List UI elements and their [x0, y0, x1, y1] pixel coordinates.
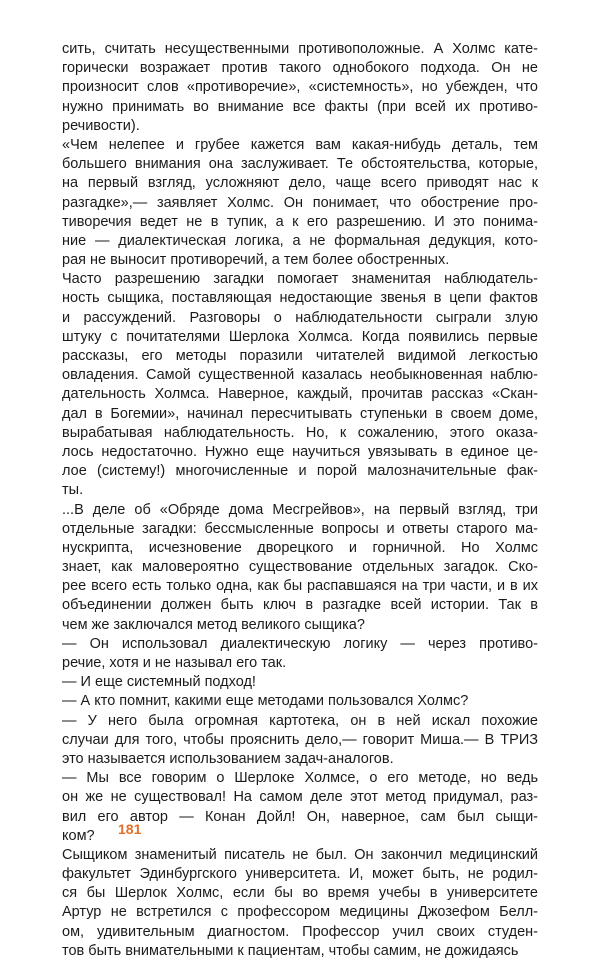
- paragraph-p10: [62, 846, 538, 961]
- text-line: речие, хотя и не называл его так.: [62, 655, 287, 671]
- text-line: чем же заключался метод великого сыщика?: [62, 616, 365, 633]
- paragraph-p5: [62, 635, 538, 673]
- text-line: сить, считать несущественными противоположные. А Холмс кате-: [62, 41, 538, 57]
- text-line: штуку с почитателями Шерлока Холмса. Когда появились первые: [62, 328, 538, 345]
- text-line: — Он использовал диалектическую логику — через противо-: [62, 635, 538, 652]
- text-line: нускрипта, исчезновение дворецкого и горничной. Но Холмс: [62, 539, 538, 556]
- text-line: ...В деле об «Обряде дома Месгрейвов», на первый взгляд, три: [62, 501, 538, 518]
- paragraph-p3: [62, 270, 538, 500]
- text-line: вырабатывая наблюдательность. Но, к сожалению, этого оказа-: [62, 424, 538, 441]
- text-line: лось недостаточно. Нужно еще научиться увязывать в единое це-: [62, 443, 538, 460]
- paragraph-p2: [62, 136, 538, 270]
- text-line: тов быть внимательными к пациентам, чтобы самим, не дожидаясь: [62, 942, 519, 959]
- text-line: «Чем нелепее и грубее кажется вам какая-нибудь деталь, тем: [62, 136, 538, 153]
- text-line: овладения. Самой существенной казалась необыкновенная наблю-: [62, 367, 538, 384]
- text-line: ом, удивительным диагностом. Профессор учил своих студен-: [62, 923, 538, 940]
- text-line: Сыщиком знаменитый писатель не был. Он закончил медицинский: [62, 846, 538, 863]
- text-line: рая не выносит противоречий, а тем более обостренных.: [62, 252, 450, 269]
- text-line: большего внимания она заслуживает. Те обстоятельства, которые,: [62, 156, 538, 173]
- text-line: отдельные загадки: бессмысленные вопросы и ответы старого ма-: [62, 520, 538, 537]
- text-line: и рассуждений. Разговоры о наблюдательности сыграли злую: [62, 309, 538, 326]
- text-line: ние — диалектическая логика, а не формальная дедукция, кото-: [62, 232, 538, 249]
- text-line: — Мы все говорим о Шерлоке Холмсе, о его методе, но ведь: [62, 770, 538, 787]
- paragraph-p4: [62, 501, 538, 635]
- paragraph-p7: [62, 692, 538, 711]
- paragraph-p1: [62, 40, 538, 136]
- text-line: разгадке»,— заявляет Холмс. Он понимает, что обострение про-: [62, 194, 538, 211]
- text-line: — А кто помнит, какими еще методами пользовался Холмс?: [62, 693, 469, 710]
- text-line: дал в Богемии», начинал пересчитывать ступеньки в своем доме,: [62, 405, 538, 422]
- text-line: на первый взгляд, усложняют дело, чаще всего приводят нас к: [62, 175, 538, 192]
- text-line: объединении должен быть ключ в разгадке всей истории. Так в: [62, 597, 538, 614]
- text-line: горически возражает против такого однобокого подхода. Он не: [62, 60, 538, 77]
- paragraph-p6: [62, 673, 538, 692]
- text-line: ность сыщика, поставляющая недостающие звенья в цепи фактов: [62, 290, 538, 307]
- text-line: произносит слов «противоречие», «системность», но убежден, что: [62, 79, 538, 96]
- text-line: дательность Холмса. Наверное, каждый, прочитав рассказ «Скан-: [62, 386, 538, 403]
- text-line: ты.: [62, 482, 84, 499]
- text-line: Артур не встретился с профессором медицины Джозефом Белл-: [62, 904, 538, 921]
- paragraph-p8: [62, 712, 538, 770]
- text-line: лое (систему!) многочисленные и порой малозначительные фак-: [62, 463, 538, 480]
- text-line: ся бы Шерлок Холмс, если бы во время учебы в университете: [62, 885, 538, 902]
- text-line: — У него была огромная картотека, он в ней искал похожие: [62, 712, 538, 729]
- text-line: рее всего есть только одна, как бы распавшаяся на три части, и в их: [62, 578, 538, 595]
- text-line: — И еще системный подход!: [62, 674, 256, 691]
- page-number: 181: [118, 821, 142, 837]
- text-line: знает, как маловероятно существование отдельных загадок. Ско-: [62, 559, 538, 576]
- text-line: случаи для того, чтобы прояснить дело,— говорит Миша.— В ТРИЗ: [62, 731, 538, 748]
- text-line: это называется использованием задач-аналогов.: [62, 750, 394, 767]
- text-line: рассказы, его методы поразили читателей видимой легкостью: [62, 348, 538, 364]
- text-line: ком?: [62, 827, 95, 844]
- text-line: нужно принимать во внимание все факты (при всей их противо-: [62, 98, 538, 115]
- text-line: тиворечия ведет не в тупик, а к его разрешению. И это понима-: [62, 213, 538, 230]
- text-line: вил его автор — Конан Дойл! Он, наверное, сам был сыщи-: [62, 808, 538, 825]
- text-line: он же не существовал! На самом деле этот метод придумал, раз-: [62, 789, 538, 806]
- text-line: Часто разрешению загадки помогает знаменитая наблюдатель-: [62, 271, 538, 288]
- text-line: факультет Эдинбургского университета. И, может быть, не родил-: [62, 866, 538, 883]
- text-line: речивости).: [62, 117, 140, 134]
